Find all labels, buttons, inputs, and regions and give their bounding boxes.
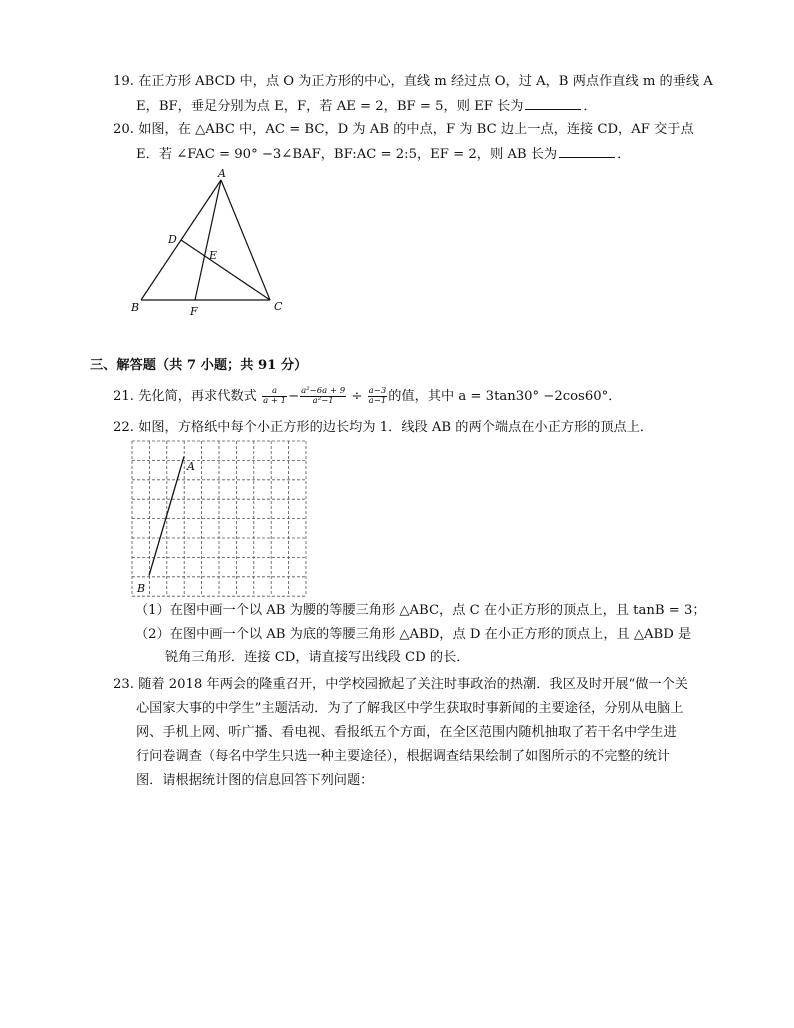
- q21-f1-denominator: a + 1: [263, 396, 287, 406]
- label-d: D: [168, 233, 177, 246]
- q21-f2-numerator: a²−6a + 9: [301, 386, 346, 396]
- q20-period: ．: [617, 147, 631, 162]
- q19-period: ．: [583, 99, 597, 114]
- q23-line5: 图．请根据统计图的信息回答下列问题：: [136, 773, 374, 788]
- q21-divide: ÷: [351, 389, 363, 404]
- segment-af: [195, 180, 221, 300]
- grid-figure: [131, 440, 307, 598]
- q20-line1: [113, 121, 694, 139]
- q19-line1: [113, 73, 713, 91]
- q21-fraction-2: [300, 387, 346, 406]
- label-f: F: [190, 305, 198, 318]
- q21-f3-numerator: a−3: [368, 386, 387, 396]
- edge-ac: [221, 180, 270, 300]
- q21-number: 21.: [113, 389, 134, 404]
- q21-f1-numerator: a: [262, 387, 287, 397]
- q21-f3-denominator: a−1: [368, 396, 387, 406]
- q20-text-line1: 如图，在 △ABC 中，AC = BC，D 为 AB 的中点，F 为 BC 边上一点，连接 CD，AF 交于点: [138, 122, 694, 137]
- q23-line2: 心国家大事的中学生”主题活动．为了了解我区中学生获取时事新闻的主要途径，分别从电脑上: [136, 701, 684, 716]
- q19-text-line2: E，BF，垂足分别为点 E，F，若 AE = 2，BF = 5，则 EF 长为: [136, 99, 524, 114]
- q22-sub1: （1）在图中画一个以 AB 为腰的等腰三角形 △ABC，点 C 在小正方形的顶点上，且 tanB = 3；: [135, 603, 706, 618]
- q20-number: 20.: [113, 122, 134, 137]
- label-a: A: [218, 167, 226, 180]
- q20-answer-blank[interactable]: [559, 145, 615, 158]
- section3-heading: 三、解答题（共 7 小题；共 91 分）: [90, 358, 308, 373]
- q22-text: 如图，方格纸中每个小正方形的边长均为 1．线段 AB 的两个端点在小正方形的顶点上．: [138, 420, 654, 435]
- q21-minus: −: [288, 389, 300, 404]
- q19-text-line1: 在正方形 ABCD 中，点 O 为正方形的中心，直线 m 经过点 O，过 A，B 两点作直线 m 的垂线 A: [138, 74, 713, 89]
- q22-sub2-line1: （2）在图中画一个以 AB 为底的等腰三角形 △ABD，点 D 在小正方形的顶点上，且 △ABD 是: [135, 627, 692, 642]
- q22-sub2-line2: 锐角三角形．连接 CD，请直接写出线段 CD 的长．: [165, 650, 470, 665]
- q23-number: 23.: [113, 677, 134, 692]
- label-c: C: [274, 300, 283, 313]
- q20-text-line2: E．若 ∠FAC = 90° −3∠BAF，BF:AC = 2:5，EF = 2，则 AB 长为: [136, 147, 558, 162]
- q21-f2-denominator: a²−1: [312, 396, 334, 406]
- grid-label-a: A: [187, 460, 195, 473]
- q21-line: [113, 386, 621, 408]
- q19-answer-blank[interactable]: [525, 97, 581, 110]
- q23-text-line1: 随着 2018 年两会的隆重召开，中学校园掀起了关注时事政治的热潮．我区及时开展“做一个关: [138, 677, 688, 692]
- triangle-figure: [125, 165, 295, 320]
- q21-fraction-3: [368, 387, 388, 406]
- q21-prefix: 先化简，再求代数式: [138, 389, 257, 404]
- q22-line: [113, 419, 653, 437]
- q22-number: 22.: [113, 420, 134, 435]
- q20-line2: [136, 145, 630, 164]
- q23-line1: [113, 676, 688, 694]
- q23-line3: 网、手机上网、听广播、看电视、看报纸五个方面，在全区范围内随机抽取了若干名中学生进: [136, 725, 677, 740]
- q21-fraction-1: [262, 387, 287, 406]
- label-e: E: [209, 249, 218, 262]
- q23-line4: 行问卷调查（每名中学生只选一种主要途径），根据调查结果绘制了如图所示的不完整的统计: [136, 749, 671, 764]
- grid-label-b: B: [137, 582, 146, 595]
- segment-cd: [181, 240, 270, 300]
- q19-line2: [136, 97, 597, 116]
- label-b: B: [131, 301, 140, 314]
- q19-number: 19.: [113, 74, 134, 89]
- q21-suffix: 的值，其中 a = 3tan30° −2cos60°．: [388, 389, 622, 404]
